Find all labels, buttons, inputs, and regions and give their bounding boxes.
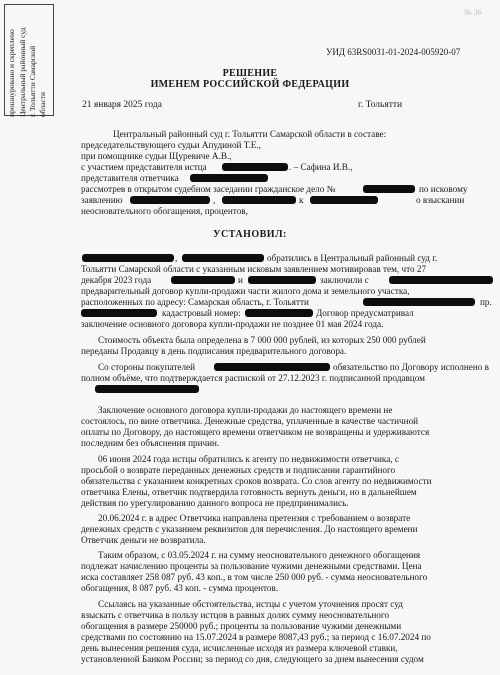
body-line: обогащения, 8 087 руб. 43 коп. - сумма процентов. — [81, 583, 279, 593]
redaction — [363, 298, 475, 306]
redaction — [95, 385, 199, 393]
body-line: иска составляет 258 087 руб. 43 коп., в том числе 250 000 руб. - сумма неосновательного — [81, 572, 428, 582]
case-uid: УИД 63RS0031-01-2024-005920-07 — [326, 47, 461, 57]
decision-city: г. Тольятти — [358, 100, 403, 110]
redaction — [222, 163, 288, 171]
body-line: предварительный договор купли-продажи части жилого дома и земельного участка, — [81, 286, 410, 296]
body-line: декабря 2023 года — [81, 275, 152, 285]
body-line: заключение основного договора купли-продажи не позднее 01 мая 2024 года. — [81, 319, 384, 329]
body-line: Заключение основного договора купли-продажи до настоящего времени не — [98, 405, 393, 415]
redaction — [190, 174, 268, 182]
body-line: расположенных по адресу: Самарская область, г. Тольятти — [81, 297, 309, 307]
redaction — [222, 196, 296, 204]
court-line: заявлению — [81, 195, 123, 205]
body-line: средствами по состоянию на 15.07.2024 в размере 8087,43 руб.; за период с 16.07.2024 по — [81, 632, 431, 642]
court-line: с участием представителя истца — [81, 162, 207, 172]
body-line: Со стороны покупателей — [98, 362, 196, 372]
section-heading-established: УСТАНОВИЛ: — [213, 229, 287, 240]
body-line: , — [175, 253, 178, 263]
stamp-line: г. Тольятти Самарской — [28, 45, 37, 117]
body-line: Договор предусматривал — [316, 308, 414, 318]
body-line: оплаты по Договору, до настоящего времени ответчиком не возвращены и удерживаются — [81, 427, 430, 437]
body-line: и — [238, 275, 243, 285]
body-line: обязательства с указанием конкретных сроков возврата. Со слов агенту по недвижимости — [81, 476, 432, 486]
court-line: рассмотрев в открытом судебном заседании гражданское дело № — [81, 184, 336, 194]
body-line: пр. — [480, 297, 492, 307]
redaction — [363, 185, 415, 193]
body-line: просьбой о возврате переданных денежных средств и подписании гарантийного — [81, 465, 396, 475]
body-line: состоялось, по вине ответчика. Денежные средства, уплаченные в качестве частичной — [81, 416, 419, 426]
body-line: 06 июня 2024 года истцы обратились к агенту по недвижимости ответчика, с — [98, 454, 399, 464]
body-line: денежных средств с указанием реквизитов для перечисления. До настоящего времени — [81, 524, 418, 534]
stamp-line: прошнуровано и скреплено — [7, 29, 16, 117]
redaction — [310, 196, 378, 204]
body-line: подлежат начислению проценты за пользование чужими денежными средствами. Цена — [81, 561, 422, 571]
body-line: Тольятти Самарской области с указанным исковым заявлением мотивировав тем, что 27 — [81, 264, 427, 274]
document-subtitle: ИМЕНЕМ РОССИЙСКОЙ ФЕДЕРАЦИИ — [150, 79, 350, 90]
binding-stamp — [4, 4, 54, 116]
court-line: о взыскании — [416, 195, 465, 205]
body-line: обогащения в размере 250000 руб.; проценты за пользование чужими денежными — [81, 621, 402, 631]
court-line: к — [299, 195, 304, 205]
body-line: ответчика Елены, ответчик подтвердила готовность вернуть деньги, но в дальнейшем — [81, 487, 417, 497]
body-line: Ответчик деньги не возвратила. — [81, 535, 206, 545]
court-line: при помощнике судьи Щуревиче А.В., — [81, 151, 232, 161]
court-line: . – Сафина И.В., — [289, 162, 353, 172]
body-line: Ссылаясь на указанные обстоятельства, истцы с учетом уточнения просят суд — [98, 599, 403, 609]
redaction — [171, 276, 235, 284]
body-line: переданы Продавцу в день подписания предварительного договора. — [81, 346, 347, 356]
body-line: Стоимость объекта была определена в 7 000 000 рублей, из которых 250 000 рублей — [98, 335, 426, 345]
body-line: кадастровый номер: — [162, 308, 241, 318]
body-line: обязательство по Договору исполнено в — [333, 362, 490, 372]
body-line: заключили с — [320, 275, 369, 285]
court-line: Центральный районный суд г. Тольятти Самарской области в составе: — [113, 129, 387, 139]
redaction — [81, 309, 157, 317]
stamp-line: Центральный районный суд — [18, 27, 27, 117]
body-line: 20.06.2024 г. в адрес Ответчика направлена претензия с требованием о возврате — [98, 513, 411, 523]
redaction — [245, 309, 313, 317]
body-line: последним без объяснения причин. — [81, 438, 220, 448]
body-line: взыскать с ответчика в пользу истцов в равных долях сумму неосновательного — [81, 610, 390, 620]
page-number-mark: № 36 — [464, 8, 482, 17]
document-title: РЕШЕНИЕ — [222, 68, 278, 79]
body-line: день вынесения решения суда, исчисленные исходя из размера ключевой ставки, — [81, 643, 398, 653]
court-line: , — [213, 195, 216, 205]
court-line: председательствующего судьи Апудиной Т.Е., — [81, 140, 261, 150]
court-line: по исковому — [419, 184, 468, 194]
stamp-line: области — [38, 91, 47, 117]
redaction — [182, 254, 264, 262]
body-line: установленной Банком России; за период со дня, следующего за днем вынесения судом — [81, 654, 424, 664]
court-line: представителя ответчика — [81, 173, 179, 183]
body-line: Таким образом, с 03.05.2024 г. на сумму неосновательного денежного обогащения — [98, 550, 421, 560]
redaction — [389, 276, 493, 284]
court-line: неосновательного обогащения, процентов, — [81, 206, 248, 216]
redaction — [82, 254, 174, 262]
decision-date: 21 января 2025 года — [82, 100, 162, 110]
redaction — [248, 276, 316, 284]
body-line: полном объёме, что подтверждается распиской от 27.12.2023 г. подписанной продавцом — [81, 373, 425, 383]
body-line: обратились в Центральный районный суд г. — [267, 253, 438, 263]
redaction — [214, 363, 330, 371]
redaction — [130, 196, 210, 204]
body-line: действия по урегулированию данного вопроса не предпринимались. — [81, 498, 349, 508]
